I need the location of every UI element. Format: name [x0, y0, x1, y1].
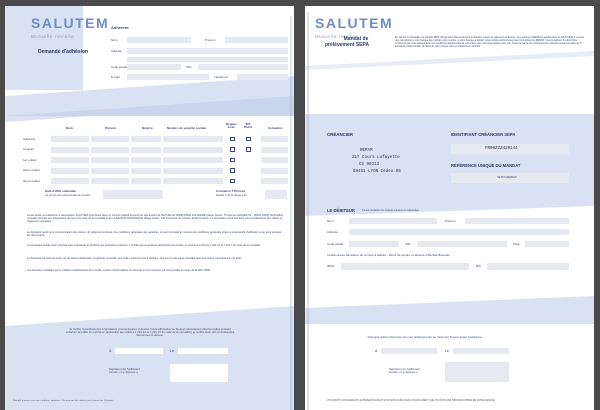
prenom-label: Prénom	[205, 38, 216, 42]
cell-cotisation[interactable]	[261, 157, 288, 163]
idf-paca-checkbox[interactable]	[246, 137, 251, 142]
ics-value: FR09ZZZ420144	[485, 147, 518, 151]
regime-local-checkbox[interactable]	[230, 137, 235, 142]
a-field[interactable]	[115, 348, 163, 354]
certification-text: Je certifie l'exactitude des informations communiquées ci-dessus (toute affirmation ou fausses déclarations intentionnelles pouvant entraîner la nullité du contrat en application aux articles L.221-14 et L.221-15 du code de la mutualité), je certifie avoir pris connaissance des termes ci-dessus.	[65, 327, 235, 338]
cell-secu[interactable]	[163, 157, 223, 163]
idf-paca-checkbox[interactable]	[246, 147, 251, 152]
rum-header: RÉFÉRENCE UNIQUE DU MANDAT	[451, 163, 521, 168]
row-label: Conjoint	[23, 147, 35, 151]
page2-footer: VOS DROITS CONCERNANT LE PRÉSENT MANDAT SONT EXPLIQUÉS DANS UN DOCUMENT QUE VOUS POUVEZ OBTENIR AUPRÈS DE VOTRE BANQUE	[327, 400, 495, 402]
regime-local-checkbox[interactable]	[230, 179, 235, 184]
signature-box[interactable]	[445, 362, 509, 382]
ville-label: Ville	[186, 65, 192, 69]
nom-field[interactable]	[127, 37, 191, 43]
creancier-street: 217 Cours Lafayette	[352, 156, 400, 160]
rum-note: NE PAS REMPLIR	[497, 176, 517, 179]
a-field[interactable]	[381, 348, 437, 354]
cell-secu[interactable]	[163, 147, 223, 153]
legal-paragraph-2: Le déclarant reçoit pour communication des statuts, du règlement intérieur, des conditions générales des garanties, et avoir constaté le contenu des conditions générales prises à la demande d'adhésion et en avoir accepté les dispositions.	[27, 231, 282, 238]
cell-ne-le[interactable]	[131, 136, 161, 142]
row-label: 1er enfant	[23, 157, 37, 162]
cell-nom[interactable]	[51, 157, 89, 163]
signature-box[interactable]	[170, 364, 228, 382]
debiteur-nom-field[interactable]	[349, 218, 437, 224]
form-title-line1: Mandat de	[343, 36, 369, 42]
telephone-field[interactable]	[237, 74, 288, 80]
col-header-prenom: Prénom	[105, 126, 117, 130]
cell-nom[interactable]	[51, 178, 89, 184]
date-effet-field[interactable]	[103, 190, 163, 199]
creancier-name: REPAM	[360, 149, 373, 153]
cotisation-total-label: Cotisation TTC/mois	[216, 189, 246, 193]
bic-label: BIC	[476, 264, 482, 268]
col-header-secu: Numéro de sécurité sociale	[167, 126, 207, 130]
adresse-field[interactable]	[127, 48, 288, 54]
ville-field[interactable]	[198, 64, 288, 70]
signature-label: Signature de l'adhérent	[109, 367, 140, 371]
cell-ne-le[interactable]	[131, 147, 161, 153]
le-label: Le	[170, 349, 174, 353]
cell-secu[interactable]	[163, 168, 223, 174]
cell-prenom[interactable]	[91, 178, 129, 184]
recurrence-text: J'accepte d'être informé(e) de mes prélèvements au minimum 5 jours avant l'échéance.	[367, 335, 483, 339]
le-label: Le	[445, 349, 449, 353]
le-field[interactable]	[453, 348, 509, 354]
cell-secu[interactable]	[163, 178, 223, 184]
debiteur-header: LE DÉBITEUR	[327, 208, 355, 213]
adherent-section-header: Adhérent	[111, 25, 129, 30]
le-field[interactable]	[178, 348, 228, 354]
regime-local-checkbox[interactable]	[230, 158, 235, 163]
cell-cotisation[interactable]	[261, 178, 288, 184]
creancier-cs: CS 90313	[359, 163, 380, 167]
creancier-city: 69451 LYON Cedex 06	[353, 170, 401, 174]
ics-header: IDENTIFIANT CRÉANCIER SEPA	[451, 132, 516, 137]
iban-label: IBAN	[327, 264, 335, 268]
debiteur-cp-label: Code postal	[327, 242, 344, 246]
col-header-cotisation: Cotisation	[268, 126, 283, 130]
row-label: 3ème enfant	[23, 178, 40, 183]
debiteur-pays-field[interactable]	[525, 241, 569, 247]
date-effet-note: 1er jour du mois suivant la date de réception	[45, 195, 91, 197]
date-effet-label: Date d'effet souhaitée	[45, 189, 77, 193]
cell-nom[interactable]	[51, 147, 89, 153]
sepa-intro-text: En signant ce formulaire de mandat SEPA (Single Euro Payments Area ou Espace unique de paiement en Euros), vous autorisez REPAM (a gestionnaire de SALUTEM) à envoyer des instructions à votre banque pour débiter votre compte, et votre banque à débiter votre compte conformément aux instructions de REPAM. Vous bénéficiez du droit d'être remboursé par votre banque selon les conditions décrites dans la convention que vous avez passée avec elle. Toute demande de remboursement doit être présentée dans les 8 semaines suivant la date de débit de votre compte pour un prélèvement autorisé.	[395, 36, 585, 48]
iban-field[interactable]	[341, 263, 469, 270]
debiteur-adresse-field[interactable]	[349, 229, 569, 235]
cell-cotisation[interactable]	[261, 147, 288, 153]
email-label: E-mail	[111, 75, 120, 79]
signature-note: (mention « lu et approuvé »)	[389, 372, 418, 374]
cell-secu[interactable]	[163, 136, 223, 142]
code-postal-field[interactable]	[127, 64, 181, 70]
row-label: 2ème enfant	[23, 168, 40, 172]
col-header-ne-le: Né(e) le	[142, 126, 153, 130]
cell-ne-le[interactable]	[131, 178, 161, 184]
cell-ne-le[interactable]	[131, 157, 161, 163]
cotisation-total-note: Payable le 15 de chaque mois	[216, 195, 247, 197]
a-label: À	[375, 349, 378, 353]
legal-paragraph-4: Le déclarant est informé qu'en cas de fausse déclaration, la garantie souscrite sera nulle conformément à l'article L.221-14 du code de la mutualité ainsi que toutes conséquences de droit.	[27, 257, 242, 260]
code-postal-label: Code postal	[111, 65, 128, 69]
col-header-idf-paca: IDF PACA	[244, 122, 253, 129]
debiteur-cp-field[interactable]	[349, 241, 399, 247]
legal-paragraph-3: Le soussigné certifie avoir répondu avec exactitude et sincérité aux questions ci-dessus, il certifie que la présente déclaration est sincère et conforme à l'article L.221-14 et L.221-1 du code de la mutualité.	[27, 244, 261, 247]
salutem-logo: SALUTEM Mutuelle retraite	[315, 15, 394, 39]
coords-bancaires-text: Coordonnées bancaires du compte à débiter - Merci de joindre un Relevé d'Identité Bancaire	[327, 253, 451, 257]
signature-note: (mention « lu et approuvé »)	[109, 372, 138, 374]
bic-field[interactable]	[487, 263, 569, 270]
debiteur-prenom-field[interactable]	[465, 218, 569, 224]
debiteur-ville-label: Ville	[405, 242, 411, 246]
debiteur-adresse-label: Adresse	[327, 230, 339, 234]
form-title-line2: prélèvement SEPA	[325, 42, 370, 48]
email-field[interactable]	[127, 74, 209, 80]
col-header-nom: Nom	[66, 126, 73, 130]
adresse-label: Adresse	[111, 49, 123, 53]
cell-prenom[interactable]	[91, 136, 129, 142]
debiteur-prenom-label: Prénom	[445, 219, 456, 223]
cell-prenom[interactable]	[91, 147, 129, 153]
cotisation-total-field[interactable]	[265, 190, 287, 199]
prenom-field[interactable]	[225, 37, 288, 43]
regime-local-checkbox[interactable]	[230, 168, 235, 173]
legal-paragraph-1: La demande non-adhésion à l'association SALUTEM s'inscrivant dans un contrat collectif souscrit par elle auprès de MUTUELLE TERRITORIA SOLIDAIRE (Siège Social : 75 avenue CANNES 06 – 06400 SAINT-RAPHAËL), mutuelle soumise aux dispositions du livre II du code de la mutualité et de LA MAISON ASSURANCE (Siège social : 100 boulevard du sud Est, 91100 Corbeil). Le demandeur reconnaît avoir pris connaissance des statuts et règlement mutualiste.	[27, 214, 284, 224]
debiteur-note: Toutes complétez les champs suivants en majuscules	[362, 209, 419, 212]
regime-local-checkbox[interactable]	[230, 147, 235, 152]
cell-nom[interactable]	[51, 168, 89, 174]
row-label: Adhérent	[23, 136, 36, 141]
form-page-adhesion	[5, 6, 294, 410]
cell-nom[interactable]	[51, 136, 89, 142]
a-label: À	[109, 349, 112, 353]
adresse-line2-field[interactable]	[127, 57, 288, 62]
creancier-header: CRÉANCIER	[327, 132, 354, 137]
cell-cotisation[interactable]	[261, 136, 288, 142]
cell-ne-le[interactable]	[131, 168, 161, 174]
nom-label: Nom	[111, 38, 118, 42]
debiteur-nom-label: Nom	[327, 219, 334, 223]
telephone-label: Téléphone	[214, 75, 229, 79]
form-page-sepa	[305, 6, 594, 410]
form-title: Demande d'adhésion	[38, 49, 89, 55]
debiteur-ville-field[interactable]	[417, 241, 507, 247]
debiteur-pays-label: Pays	[513, 242, 520, 246]
cell-cotisation[interactable]	[261, 168, 288, 174]
signature-label: Signature de l'adhérent	[389, 367, 420, 371]
cell-prenom[interactable]	[91, 168, 129, 174]
col-header-regime-local: Régime local	[226, 122, 237, 129]
legal-paragraph-5: Les données recueillies par le CNAM et destinataires d'un certain nombre d'informations ne sont pas à communiquer par voie postale au siège de la SALUTEM.	[27, 269, 211, 272]
page1-footer: Mutuelle présente sous des conditions générales - Ne peut pas être utilisée pour d'autres fins (Salutem)	[13, 400, 114, 402]
salutem-logo: SALUTEM Mutuelle retraite	[31, 15, 110, 39]
cell-prenom[interactable]	[91, 157, 129, 163]
